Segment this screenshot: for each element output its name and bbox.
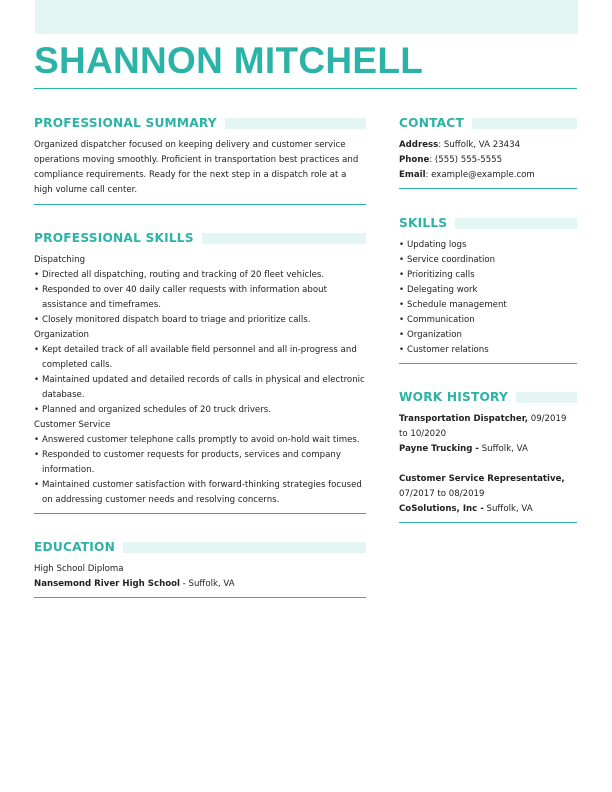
summary-text: Organized dispatcher focused on keeping delivery and customer service operations moving smoothly. Proficient in transportation best practices and compliance requirements. Ready for the next step in a dispatch role at a high volume call center. bbox=[34, 140, 359, 195]
skill-item: • Updating logs bbox=[399, 238, 577, 253]
section-bar bbox=[472, 118, 577, 129]
left-column bbox=[34, 114, 366, 598]
candidate-name: SHANNON MITCHELL bbox=[34, 40, 424, 81]
skill-item: • Prioritizing calls bbox=[399, 268, 577, 283]
skill-group-list bbox=[34, 268, 366, 328]
skill-group-list bbox=[34, 343, 366, 418]
skill-bullet: • Maintained updated and detailed records of calls in physical and electronic database. bbox=[34, 373, 366, 403]
skill-bullet: • Answered customer telephone calls promptly to avoid on-hold wait times. bbox=[34, 433, 366, 448]
skill-item: • Service coordination bbox=[399, 253, 577, 268]
education-section bbox=[34, 538, 366, 598]
section-bar bbox=[123, 542, 366, 553]
education-location: - Suffolk, VA bbox=[179, 579, 235, 589]
spacer bbox=[399, 457, 577, 472]
skills-list bbox=[399, 238, 577, 358]
section-bar bbox=[225, 118, 366, 129]
section-bar bbox=[455, 218, 577, 229]
job-company-line bbox=[399, 502, 577, 517]
education-school: Nansemond River High School bbox=[34, 579, 180, 589]
contact-header bbox=[399, 114, 577, 132]
job-company-line bbox=[399, 442, 577, 457]
skill-group-heading: Organization bbox=[34, 330, 89, 340]
job-company: CoSolutions, Inc - bbox=[399, 504, 484, 514]
contact-address: Address: Suffolk, VA 23434 bbox=[399, 140, 521, 150]
skills-title: SKILLS bbox=[399, 216, 448, 230]
contact-phone: Phone: (555) 555-5555 bbox=[399, 155, 503, 165]
right-column bbox=[399, 114, 577, 523]
skill-bullet: • Maintained customer satisfaction with forward-thinking strategies focused on addressing customer needs and resolving concerns. bbox=[34, 478, 366, 508]
skill-item: • Schedule management bbox=[399, 298, 577, 313]
skill-bullet: • Responded to over 40 daily caller requests with information about assistance and timeframes. bbox=[34, 283, 366, 313]
skill-group-heading: Dispatching bbox=[34, 255, 86, 265]
professional-skills-title: PROFESSIONAL SKILLS bbox=[34, 231, 194, 245]
skill-bullet: • Closely monitored dispatch board to triage and prioritize calls. bbox=[34, 313, 366, 328]
job-location: Suffolk, VA bbox=[483, 504, 533, 514]
professional-skills-section bbox=[34, 229, 366, 514]
skill-group-list bbox=[34, 433, 366, 508]
skills-section bbox=[399, 214, 577, 364]
work-history-title: WORK HISTORY bbox=[399, 390, 509, 404]
job-company: Payne Trucking - bbox=[399, 444, 479, 454]
work-history-section bbox=[399, 388, 577, 523]
skills-header bbox=[399, 214, 577, 232]
job-dates: 07/2017 to 08/2019 bbox=[399, 489, 485, 499]
section-bar bbox=[202, 233, 366, 244]
job-dates: 09/2019 to 10/2020 bbox=[399, 414, 567, 439]
job-role: Customer Service Representative, bbox=[399, 474, 565, 484]
education-degree: High School Diploma bbox=[34, 564, 124, 574]
skill-item: • Organization bbox=[399, 328, 577, 343]
contact-title: CONTACT bbox=[399, 116, 464, 130]
professional-skills-header bbox=[34, 229, 366, 247]
job-title-line bbox=[399, 472, 577, 502]
skill-bullet: • Planned and organized schedules of 20 truck drivers. bbox=[34, 403, 366, 418]
education-title: EDUCATION bbox=[34, 540, 115, 554]
header-rule bbox=[34, 88, 577, 89]
skill-bullet: • Responded to customer requests for products, services and company information. bbox=[34, 448, 366, 478]
summary-header bbox=[34, 114, 366, 132]
skill-bullet: • Kept detailed track of all available field personnel and all in-progress and completed calls. bbox=[34, 343, 366, 373]
header-band bbox=[35, 0, 578, 34]
skill-group-heading: Customer Service bbox=[34, 420, 111, 430]
summary-title: PROFESSIONAL SUMMARY bbox=[34, 116, 217, 130]
education-school-line bbox=[34, 577, 366, 592]
skill-item: • Communication bbox=[399, 313, 577, 328]
skill-item: • Delegating work bbox=[399, 283, 577, 298]
job-role: Transportation Dispatcher, bbox=[399, 414, 528, 424]
contact-email: Email: example@example.com bbox=[399, 170, 535, 180]
work-history-header bbox=[399, 388, 577, 406]
job-location: Suffolk, VA bbox=[479, 444, 528, 454]
summary-section bbox=[34, 114, 366, 205]
contact-section bbox=[399, 114, 577, 189]
job-title-line bbox=[399, 412, 577, 442]
education-header bbox=[34, 538, 366, 556]
section-bar bbox=[516, 392, 577, 403]
skill-bullet: • Directed all dispatching, routing and tracking of 20 fleet vehicles. bbox=[34, 268, 366, 283]
skill-item: • Customer relations bbox=[399, 343, 577, 358]
